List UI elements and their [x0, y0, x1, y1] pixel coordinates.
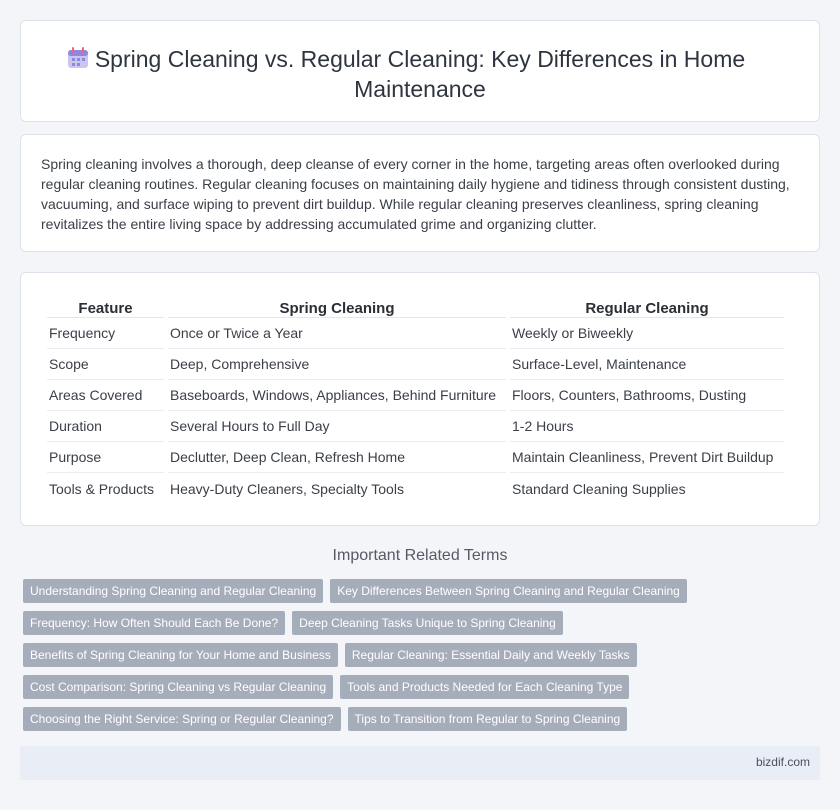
header-card: [20, 20, 820, 122]
related-term-tag[interactable]: Benefits of Spring Cleaning for Your Home and Business: [23, 643, 338, 667]
intro-card: [20, 134, 820, 252]
comparison-card: [20, 272, 820, 526]
related-term-tag[interactable]: Cost Comparison: Spring Cleaning vs Regular Cleaning: [23, 675, 333, 699]
related-terms-list: [23, 579, 723, 739]
table-row: [47, 380, 784, 411]
feature-cell: Areas Covered: [47, 380, 164, 411]
feature-cell: Purpose: [47, 442, 164, 473]
related-terms-title: Important Related Terms: [332, 547, 508, 564]
feature-cell: Tools & Products: [49, 480, 155, 497]
regular-cleaning-cell: 1-2 Hours: [510, 411, 784, 442]
column-header-regular-cleaning: Regular Cleaning: [510, 297, 784, 318]
related-terms-row: [23, 579, 723, 603]
related-term-tag[interactable]: Deep Cleaning Tasks Unique to Spring Cleaning: [292, 611, 563, 635]
regular-cleaning-cell: Standard Cleaning Supplies: [512, 480, 686, 497]
spring-cleaning-cell: Once or Twice a Year: [168, 318, 506, 349]
table-row: [47, 349, 784, 380]
footer: [20, 746, 820, 780]
table-row: [47, 442, 784, 473]
table-header-row: [47, 297, 784, 318]
spring-cleaning-cell: Baseboards, Windows, Appliances, Behind Furniture: [168, 380, 506, 411]
intro-paragraph: Spring cleaning involves a thorough, deep cleanse of every corner in the home, targeting areas often overlooked during regular cleaning routines. Regular cleaning focuses on maintaining daily hygiene and tidiness through consistent dusting, vacuuming, and surface wiping to prevent dirt buildup. While regular cleaning preserves cleanliness, spring cleaning revitalizes the entire living space by addressing accumulated grime and organizing clutter.: [41, 156, 790, 232]
related-terms-row: [23, 611, 723, 635]
related-term-tag[interactable]: Tools and Products Needed for Each Cleaning Type: [340, 675, 629, 699]
feature-cell: Scope: [47, 349, 164, 380]
related-terms-row: [23, 707, 723, 731]
related-terms-row: [23, 643, 723, 667]
regular-cleaning-cell: Surface-Level, Maintenance: [510, 349, 784, 380]
column-header-feature: Feature: [47, 297, 164, 318]
related-term-tag[interactable]: Tips to Transition from Regular to Spring Cleaning: [348, 707, 628, 731]
spring-cleaning-cell: Declutter, Deep Clean, Refresh Home: [168, 442, 506, 473]
table-body: [47, 318, 784, 504]
comparison-table: [43, 297, 788, 504]
related-term-tag[interactable]: Frequency: How Often Should Each Be Done?: [23, 611, 285, 635]
table-row: [47, 318, 784, 349]
table-row: [47, 473, 784, 504]
regular-cleaning-cell: Weekly or Biweekly: [510, 318, 784, 349]
regular-cleaning-cell: Floors, Counters, Bathrooms, Dusting: [510, 380, 784, 411]
feature-cell: Duration: [47, 411, 164, 442]
footer-site-link[interactable]: bizdif.com: [755, 755, 810, 769]
related-term-tag[interactable]: Key Differences Between Spring Cleaning and Regular Cleaning: [330, 579, 687, 603]
page-title: Spring Cleaning vs. Regular Cleaning: Key Differences in Home Maintenance: [94, 46, 746, 102]
spring-cleaning-cell: Heavy-Duty Cleaners, Specialty Tools: [170, 480, 404, 497]
column-header-spring-cleaning: Spring Cleaning: [168, 297, 506, 318]
spring-cleaning-cell: Deep, Comprehensive: [168, 349, 506, 380]
spring-cleaning-cell: Several Hours to Full Day: [168, 411, 506, 442]
related-term-tag[interactable]: Regular Cleaning: Essential Daily and Weekly Tasks: [345, 643, 637, 667]
regular-cleaning-cell: Maintain Cleanliness, Prevent Dirt Buildup: [510, 442, 784, 473]
table-row: [47, 411, 784, 442]
related-term-tag[interactable]: Understanding Spring Cleaning and Regular Cleaning: [23, 579, 323, 603]
related-term-tag[interactable]: Choosing the Right Service: Spring or Regular Cleaning?: [23, 707, 341, 731]
related-terms-row: [23, 675, 723, 699]
feature-cell: Frequency: [47, 318, 164, 349]
